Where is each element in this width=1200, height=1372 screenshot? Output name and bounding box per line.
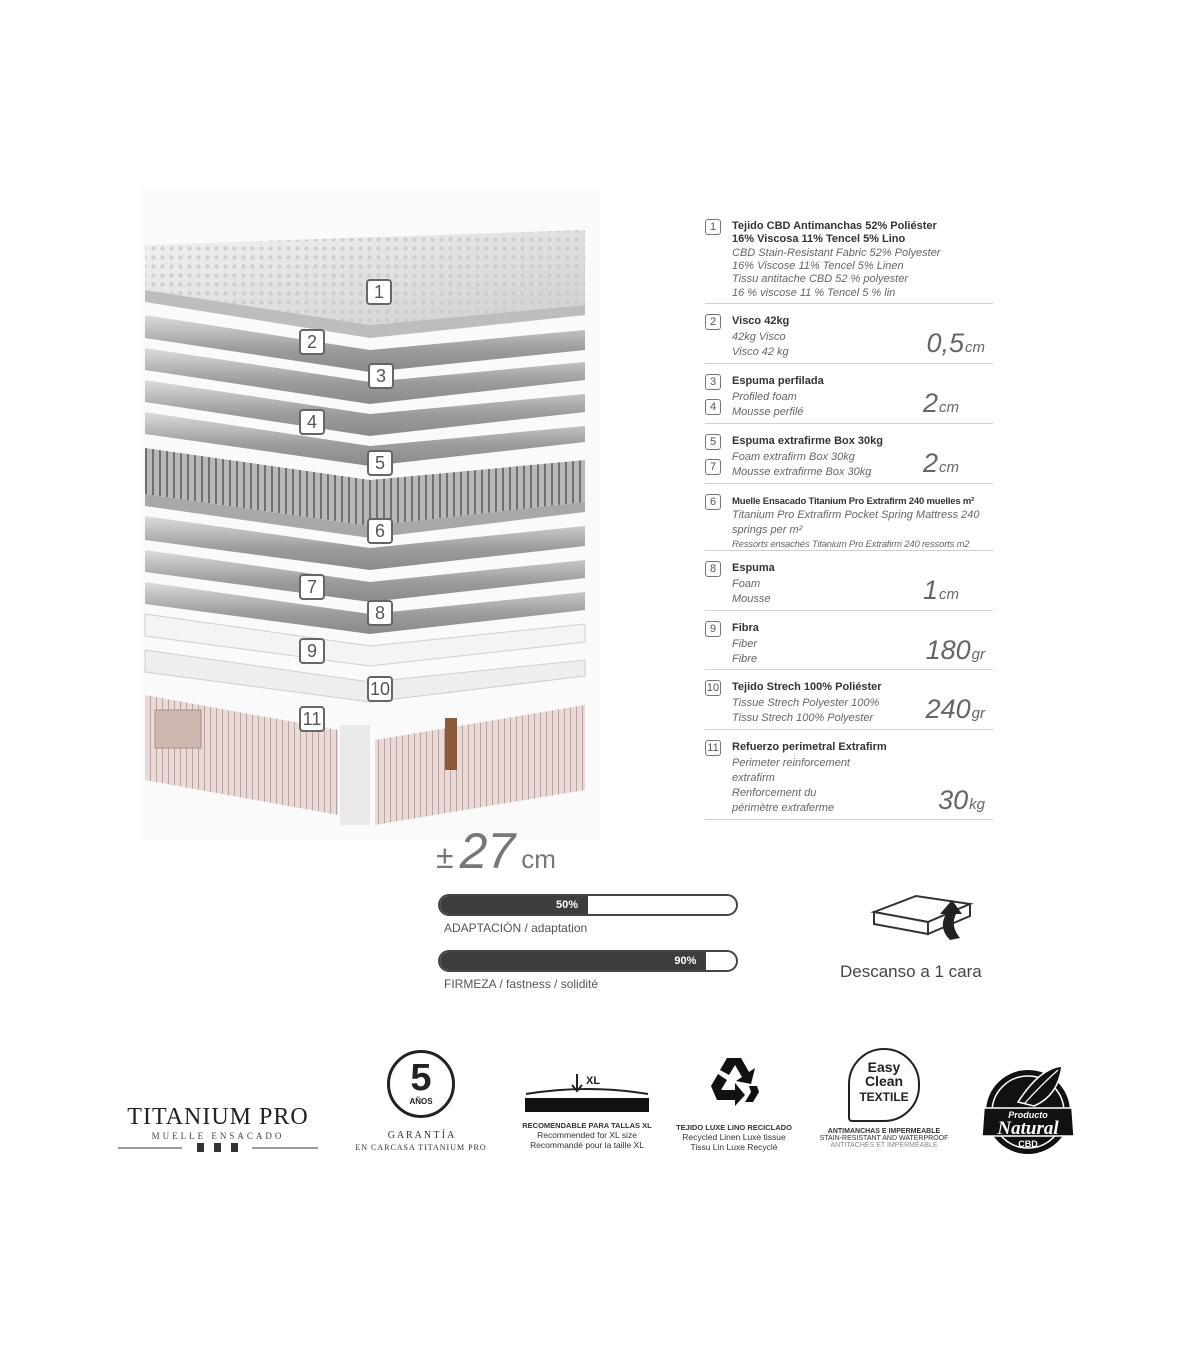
spec-subtitle: Tissu Strech 100% Polyester [732, 712, 874, 724]
mattress-illustration [140, 190, 600, 840]
spec-row-2 [705, 304, 993, 364]
spec-value: 180gr [925, 635, 985, 665]
warranty-line1: G A R A N T Í A [387, 1130, 455, 1141]
height-value: 27 [459, 823, 516, 879]
spec-subtitle: Perimeter reinforcement [732, 757, 850, 769]
spec-subtitle: Fibre [732, 653, 758, 665]
spec-title: Tejido Strech 100% Poliéster [732, 681, 882, 693]
layer-badge-1: 1 [366, 279, 392, 305]
spec-row-10 [705, 670, 993, 730]
easy-clean-cap2: STAIN-RESISTANT AND WATERPROOF [819, 1135, 949, 1142]
spec-number: 5 [705, 434, 721, 450]
titanium-pro-title: TITANIUM PRO [127, 1104, 309, 1130]
recycled-line2: Recycled Linen Luxe tissue [682, 1132, 786, 1142]
natural-line3: CBD [1018, 1139, 1038, 1149]
spec-title: Refuerzo perimetral Extrafirm [732, 741, 887, 753]
spec-subtitle: 16% Viscose 11% Tencel 5% Linen [732, 260, 904, 272]
spec-subtitle: Profiled foam [732, 391, 797, 403]
spec-subtitle: périmètre extraferme [732, 802, 835, 814]
firmness-bar-fill: 90% [440, 952, 706, 970]
spec-subtitle: 16 % viscose 11 % Tencel 5 % lin [732, 287, 896, 299]
layer-badge-9: 9 [299, 638, 325, 664]
spec-value: 240gr [925, 694, 985, 724]
layer-badge-6: 6 [367, 518, 393, 544]
spec-subtitle: Foam [732, 578, 761, 590]
warranty-line2: EN CARCASA TITANIUM PRO [355, 1143, 487, 1152]
spec-title: Espuma extrafirme Box 30kg [732, 435, 884, 447]
mattress-height [436, 822, 556, 880]
recycled-line3: Tissu Lin Luxe Recyclé [690, 1142, 778, 1152]
one-side-label: Descanso a 1 cara [840, 962, 982, 981]
one-side-icon [868, 890, 978, 955]
warranty-badge [387, 1050, 455, 1118]
layer-badge-4: 4 [299, 409, 325, 435]
titanium-pro-subtitle: MUELLE ENSACADO [151, 1131, 285, 1141]
spec-number: 2 [705, 314, 721, 330]
easy-clean-logo [812, 1048, 956, 1149]
spec-list [705, 215, 993, 820]
spec-subtitle: CBD Stain-Resistant Fabric 52% Polyester [732, 247, 941, 259]
warranty-years: AÑOS [409, 1097, 433, 1106]
natural-product-logo [978, 1060, 1078, 1160]
warranty-number: 5 [410, 1057, 432, 1099]
layer-badge-10: 10 [367, 676, 393, 702]
spec-title: Tejido CBD Antimanchas 52% Poliéster [732, 220, 937, 232]
spec-value: 2cm [922, 448, 959, 478]
layer-badge-5: 5 [367, 450, 393, 476]
xl-line1: RECOMENDABLE PARA TALLAS XL [522, 1121, 652, 1130]
xl-line2: Recommended for XL size [537, 1130, 637, 1140]
xl-mark: XL [586, 1075, 601, 1087]
spec-value: 30kg [938, 785, 985, 815]
layer-badge-7: 7 [299, 574, 325, 600]
spec-row-1 [705, 215, 993, 304]
spec-number: 6 [705, 494, 721, 510]
height-prefix: ± [436, 839, 454, 875]
spec-number: 10 [706, 682, 720, 694]
spec-title: Espuma perfilada [732, 375, 824, 387]
spec-number: 9 [705, 621, 721, 637]
recycled-line1: TEJIDO LUXE LINO RECICLADO [676, 1123, 792, 1132]
spec-subtitle: Mousse extrafirme Box 30kg [732, 466, 872, 478]
easy-clean-line1: Easy [867, 1059, 901, 1075]
spec-subtitle: 42kg Visco [732, 331, 786, 343]
height-unit: cm [521, 844, 556, 874]
xl-logo [522, 1070, 652, 1150]
spec-number: 1 [705, 219, 721, 235]
natural-line1: Producto [1008, 1110, 1048, 1120]
spec-subtitle: Visco 42 kg [732, 346, 789, 358]
spec-subtitle: extrafirm [732, 772, 775, 784]
spec-title: 16% Viscosa 11% Tencel 5% Lino [732, 233, 906, 245]
easy-clean-badge [848, 1048, 920, 1122]
natural-line2: Natural [997, 1118, 1059, 1139]
spec-number: 3 [705, 374, 721, 390]
titanium-pro-divider [118, 1141, 318, 1155]
spec-value: 2cm [922, 388, 959, 418]
spec-row-8 [705, 551, 993, 611]
spec-subtitle: Fiber [732, 638, 758, 650]
spec-subtitle: Mousse [732, 593, 771, 605]
spec-row-9 [705, 611, 993, 670]
spec-row-11 [705, 730, 993, 820]
spec-subtitle: Renforcement du [732, 787, 817, 799]
recycle-icon [674, 1052, 794, 1113]
spec-subtitle: Tissue Strech Polyester 100% [732, 697, 880, 709]
spec-subtitle: Mousse perfilé [732, 406, 804, 418]
xl-line3: Recommandé pour la taille XL [530, 1140, 644, 1150]
easy-clean-line3: TEXTILE [859, 1090, 909, 1104]
adaptation-label: ADAPTACIÓN / adaptation [444, 921, 588, 935]
spec-number: 4 [705, 399, 721, 415]
easy-clean-line2: Clean [864, 1073, 904, 1089]
firmness-bar [438, 950, 738, 972]
spec-number: 7 [705, 459, 721, 475]
titanium-pro-logo [118, 1104, 318, 1160]
recycled-logo [674, 1052, 794, 1152]
spec-row-6 [705, 484, 993, 551]
spec-title: Espuma [732, 562, 775, 574]
layer-badge-2: 2 [299, 329, 325, 355]
layer-badge-11: 11 [299, 706, 325, 732]
spec-value: 1cm [922, 575, 959, 605]
adaptation-bar [438, 894, 738, 916]
spec-row-3-4 [705, 364, 993, 424]
spec-subtitle: springs per m² [732, 524, 803, 536]
spec-number: 8 [705, 561, 721, 577]
easy-clean-cap3: ANTITACHES ET IMPERMÉABLE [830, 1142, 938, 1149]
spec-subtitle: Titanium Pro Extrafirm Pocket Spring Mattress 240 [732, 509, 980, 521]
layer-badge-8: 8 [367, 600, 393, 626]
warranty-logo [340, 1050, 502, 1152]
spec-value: 0,5cm [926, 328, 985, 358]
spec-subtitle: Ressorts ensachés Titanium Pro Extrafirm 240 ressorts m2 [732, 539, 970, 550]
spec-row-5-7 [705, 424, 993, 484]
adaptation-bar-fill: 50% [440, 896, 588, 914]
spec-title: Visco 42kg [732, 315, 790, 327]
layer-badge-3: 3 [368, 363, 394, 389]
easy-clean-cap1: ANTIMANCHAS E IMPERMEABLE [827, 1128, 941, 1135]
spec-title: Muelle Ensacado Titanium Pro Extrafirm 240 muelles m² [732, 496, 975, 507]
spec-subtitle: Foam extrafirm Box 30kg [732, 451, 855, 463]
spec-number: 11 [705, 740, 721, 756]
firmness-label: FIRMEZA / fastness / solidité [444, 977, 599, 991]
spec-title: Fibra [732, 622, 759, 634]
spec-subtitle: Tissu antitache CBD 52 % polyester [732, 273, 908, 285]
